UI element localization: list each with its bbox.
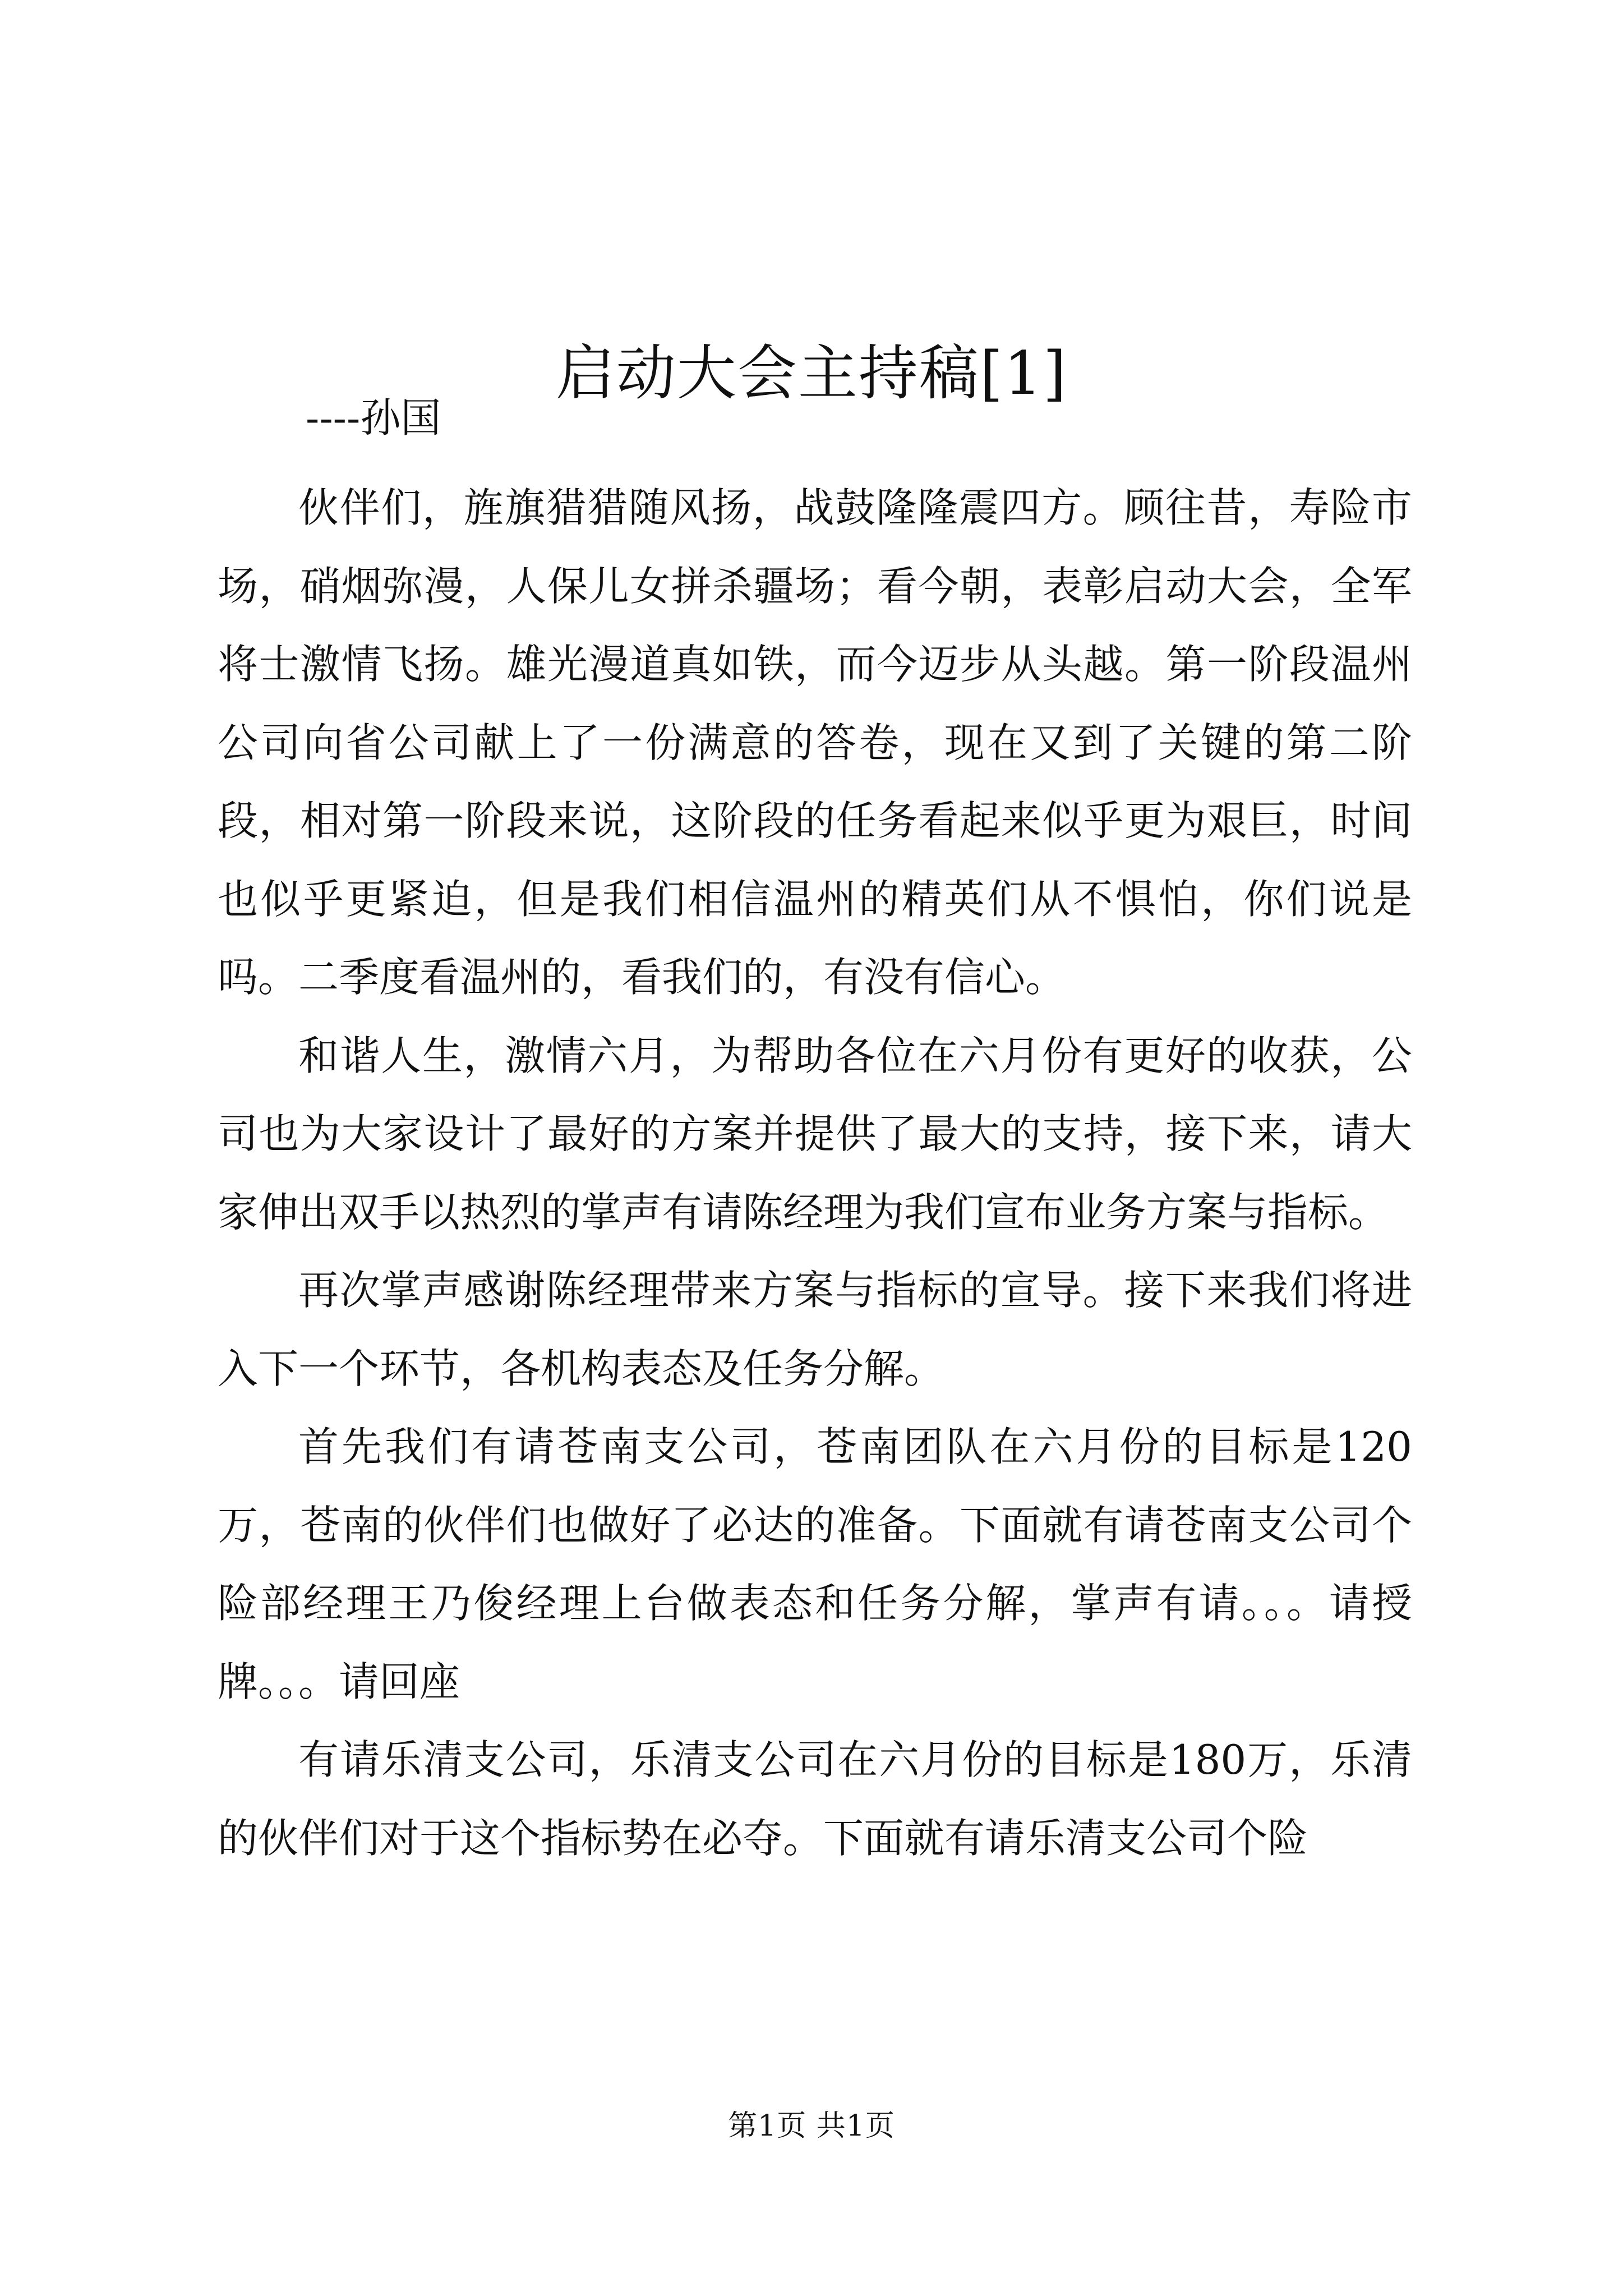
paragraph: 再次掌声感谢陈经理带来方案与指标的宣导。接下来我们将进入下一个环节，各机构表态及任务分解。: [218, 1267, 1412, 1392]
paragraph: 和谐人生，激情六月，为帮助各位在六月份有更好的收获，公司也为大家设计了最好的方案并提供了最大的支持，接下来，请大家伸出双手以热烈的掌声有请陈经理为我们宣布业务方案与指标。: [218, 1032, 1412, 1236]
paragraph: 有请乐清支公司，乐清支公司在六月份的目标是180万，乐清的伙伴们对于这个指标势在必夺。下面就有请乐清支公司个险: [218, 1736, 1412, 1862]
paragraph: 伙伴们，旌旗猎猎随风扬，战鼓隆隆震四方。顾往昔，寿险市场，硝烟弥漫，人保儿女拼杀疆场；看今朝，表彰启动大会，全军将士激情飞扬。雄光漫道真如铁，而今迈步从头越。第一阶段温州公司向省公司献上了一份满意的答卷，现在又到了关键的第二阶段，相对第一阶段来说，这阶段的任务看起来似乎更为艰巨，时间也似乎更紧迫，但是我们相信温州的精英们从不惧怕，你们说是吗。二季度看温州的，看我们的，有没有信心。: [218, 484, 1412, 1001]
paragraph: 首先我们有请苍南支公司，苍南团队在六月份的目标是120万，苍南的伙伴们也做好了必达的准备。下面就有请苍南支公司个险部经理王乃俊经理上台做表态和任务分解，掌声有请。。。请授牌。。。请回座: [218, 1423, 1412, 1705]
document-body: [218, 469, 1412, 1878]
document-title: 启动大会主持稿[1]: [555, 339, 1068, 408]
author-byline: ----孙国: [306, 394, 441, 441]
page-footer: 第1页 共1页: [728, 2109, 895, 2143]
